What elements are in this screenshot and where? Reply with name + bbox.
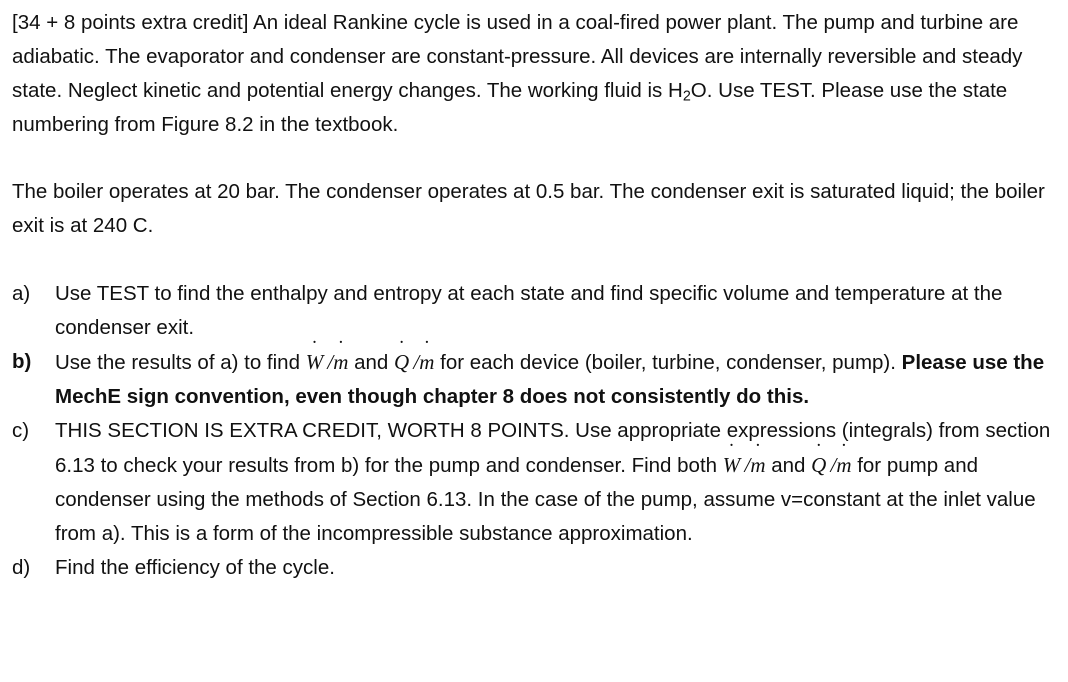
question-a — [12, 277, 1056, 345]
points-label: [34 + 8 points extra credit] — [12, 11, 249, 34]
question-b-and: and — [348, 351, 395, 374]
question-c-and: and — [765, 454, 812, 477]
intro-text-a: An ideal Rankine cycle is used in a coal-fired power plant. The pump and turbine are adiabatic. The evaporator and condenser are constant-pressure. All devices are internally reversible and steady state. Neglect kinetic and potential energy changes. The working fluid is H — [12, 11, 1023, 102]
question-d-text: Find the efficiency of the cycle. — [55, 556, 335, 579]
question-marker-a: a) — [12, 282, 31, 305]
question-c-text-2: for pump and condenser using the methods of Section 6.13. In the case of the pump, assume v=constant at the inlet value from a). This is a form of the incompressible substance approximation. — [55, 454, 1036, 545]
heat-per-mass-symbol: Q ˙ /m ˙ — [811, 453, 851, 477]
intro-text-b: O. Use TEST. Please use the state numbering from Figure 8.2 in the textbook. — [12, 79, 1008, 136]
operating-conditions: The boiler operates at 20 bar. The condenser operates at 0.5 bar. The condenser exit is saturated liquid; the boiler exit is at 240 C. — [12, 180, 1045, 237]
question-a-text: Use TEST to find the enthalpy and entropy at each state and find specific volume and temperature at the condenser exit. — [55, 282, 1003, 339]
problem-intro — [12, 6, 1056, 142]
question-c-text-1: THIS SECTION IS EXTRA CREDIT, WORTH 8 POINTS. Use appropriate expressions (integrals) from section 6.13 to check your results from b) for the pump and condenser. Find both — [55, 419, 1051, 477]
question-marker-b: b) — [12, 350, 32, 373]
question-c — [12, 414, 1056, 551]
question-b-bold-note: Please use the MechE sign convention, even though chapter 8 does not consistently do this. — [55, 351, 1045, 408]
question-b-text-2: for each device (boiler, turbine, condenser, pump). — [434, 351, 902, 374]
subscript-2: 2 — [682, 88, 691, 105]
question-marker-c: c) — [12, 419, 30, 442]
work-per-mass-symbol: W ˙ /m ˙ — [306, 350, 349, 374]
document-page — [12, 6, 1056, 585]
heat-per-mass-symbol: Q ˙ /m ˙ — [394, 350, 434, 374]
question-list — [12, 277, 1056, 585]
work-per-mass-symbol: W ˙ /m ˙ — [723, 453, 766, 477]
question-b-text-1: Use the results of a) to find — [55, 351, 306, 374]
question-marker-d: d) — [12, 556, 31, 579]
question-b — [12, 345, 1056, 414]
question-d — [12, 551, 1056, 585]
